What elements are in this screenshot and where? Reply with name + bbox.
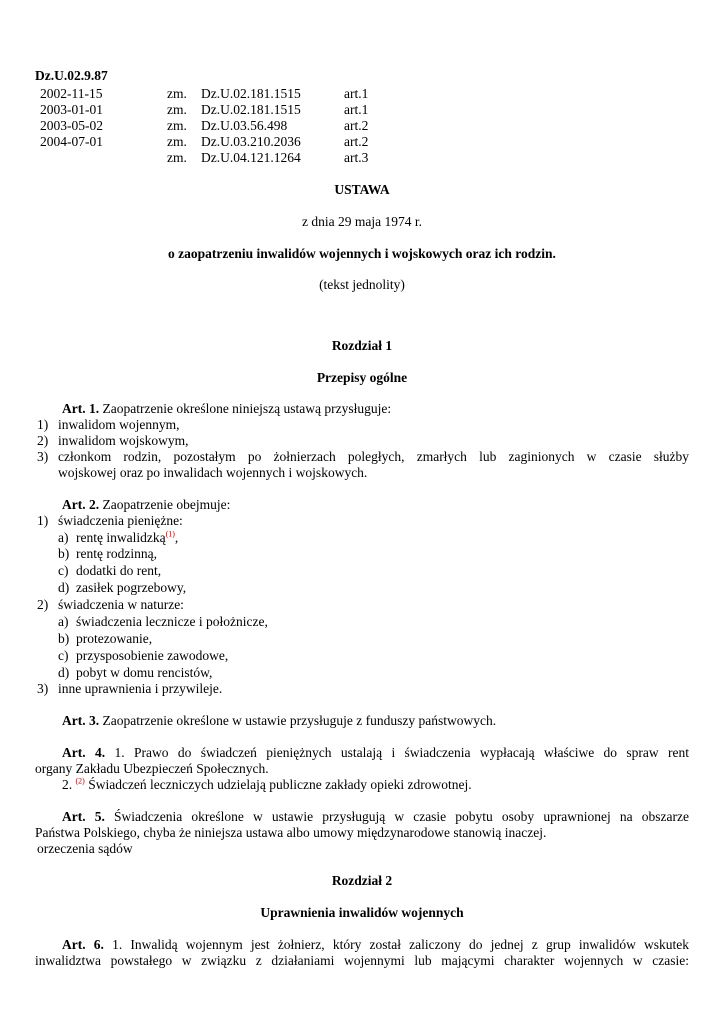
art-5-label: Art. 5. [62, 809, 105, 824]
art-2-letter: a) [58, 530, 69, 545]
art-4-paragraph-2 [62, 777, 472, 793]
art-2-intro-text: Zaopatrzenie obejmuje: [102, 497, 231, 512]
amendment-art: art.1 [344, 86, 369, 101]
act-subject: o zaopatrzeniu inwalidów wojennych i wojskowych oraz ich rodzin. [168, 246, 556, 261]
art-4-line-2: organy Zakładu Ubezpieczeń Społecznych. [35, 761, 269, 776]
amendment-art: art.2 [344, 118, 369, 133]
art-1-item-number: 3) [37, 449, 49, 464]
amendment-zm: zm. [167, 134, 187, 149]
art-4-p2-number: 2. [62, 777, 73, 792]
art-4-p2-text: Świadczeń leczniczych udzielają publiczne zakłady opieki zdrowotnej. [88, 777, 472, 792]
chapter-2-title: Uprawnienia inwalidów wojennych [260, 905, 464, 920]
art-2-letter-text: protezowanie, [76, 631, 153, 646]
art-6-line-1 [35, 937, 689, 953]
art-2-letter-text: zasiłek pogrzebowy, [76, 580, 187, 595]
art-1-item-number: 2) [37, 433, 49, 448]
art-2-intro [62, 497, 230, 513]
art-1-intro-text: Zaopatrzenie określone niniejszą ustawą przysługuje: [102, 401, 392, 416]
art-2-letter-text: świadczenia lecznicze i położnicze, [76, 614, 268, 629]
art-2-point-number: 3) [37, 681, 49, 696]
art-2-point-text: świadczenia w naturze: [58, 597, 184, 612]
act-note: (tekst jednolity) [319, 277, 405, 292]
art-2-letter-text: przysposobienie zawodowe, [76, 648, 229, 663]
art-2-letter-text-main: rentę inwalidzką [76, 530, 166, 545]
act-heading: USTAWA [334, 182, 390, 197]
art-5-note: orzeczenia sądów [37, 841, 133, 856]
art-2-letter-text-tail: , [174, 530, 179, 545]
footnote-marker[interactable]: (1) [165, 529, 175, 539]
art-1-item-text: inwalidom wojskowym, [58, 433, 189, 448]
amendment-journal: Dz.U.04.121.1264 [201, 150, 301, 165]
art-6-label: Art. 6. [62, 937, 104, 952]
amendment-journal: Dz.U.03.56.498 [201, 118, 288, 133]
art-2-letter: a) [58, 614, 69, 629]
chapter-1-title: Przepisy ogólne [316, 370, 408, 385]
art-5-line-2: Państwa Polskiego, chyba że niniejsza ustawa albo umowy międzynarodowe stanowią inaczej. [35, 825, 547, 840]
amendment-art: art.2 [344, 134, 369, 149]
art-1-item-text: członkom rodzin, pozostałym po żołnierzach poległych, zmarłych lub zaginionych w czasie służby [58, 449, 689, 464]
art-6-text: 1. Inwalidą wojennym jest żołnierz, który został zaliczony do jednej z grup inwalidów wskutek [112, 937, 690, 952]
amendment-date: 2004-07-01 [40, 134, 103, 149]
amendment-date: 2003-05-02 [40, 118, 103, 133]
art-4-text: 1. Prawo do świadczeń pieniężnych ustalają i świadczenia wypłacają właściwe do spraw rent [114, 745, 690, 760]
amendment-date: 2003-01-01 [40, 102, 103, 117]
chapter-2-name: Rozdział 2 [331, 873, 393, 888]
art-3-text: Zaopatrzenie określone w ustawie przysługuje z funduszy państwowych. [102, 713, 497, 728]
amendment-zm: zm. [167, 102, 187, 117]
art-4-line-1 [35, 745, 689, 761]
art-2-letter: c) [58, 563, 69, 578]
art-2-letter: c) [58, 648, 69, 663]
art-3-label: Art. 3. [62, 713, 100, 728]
art-5-line-1 [35, 809, 689, 825]
amendment-zm: zm. [167, 86, 187, 101]
art-2-point-text: świadczenia pieniężne: [58, 513, 183, 528]
amendment-journal: Dz.U.02.181.1515 [201, 86, 301, 101]
amendment-zm: zm. [167, 150, 187, 165]
art-2-letter: d) [58, 665, 70, 680]
art-2-letter-text: rentę rodzinną, [76, 546, 157, 561]
art-2-letter-text: pobyt w domu rencistów, [76, 665, 213, 680]
art-2-letter-text: dodatki do rent, [76, 563, 162, 578]
act-date: z dnia 29 maja 1974 r. [302, 214, 422, 229]
amendment-zm: zm. [167, 118, 187, 133]
art-2-label: Art. 2. [62, 497, 100, 512]
art-1-item-continuation: wojskowej oraz po inwalidach wojennych i wojskowych. [58, 465, 368, 480]
amendment-art: art.1 [344, 102, 369, 117]
footnote-marker[interactable]: (2) [75, 776, 85, 786]
art-4-label: Art. 4. [62, 745, 106, 760]
art-3 [62, 713, 496, 729]
amendment-art: art.3 [344, 150, 369, 165]
art-2-letter: b) [58, 631, 70, 646]
art-6-line-2: inwalidztwa powstałego w związku z działaniami wojennymi lub mającymi charakter wojennych w czasie: [35, 953, 689, 968]
art-2-letter: b) [58, 546, 70, 561]
art-1-intro [62, 401, 391, 417]
chapter-1-name: Rozdział 1 [331, 338, 393, 353]
journal-reference: Dz.U.02.9.87 [35, 68, 108, 83]
art-1-item-text: inwalidom wojennym, [58, 417, 180, 432]
amendment-date: 2002-11-15 [40, 86, 103, 101]
amendment-journal: Dz.U.03.210.2036 [201, 134, 301, 149]
art-2-letter: d) [58, 580, 70, 595]
amendment-journal: Dz.U.02.181.1515 [201, 102, 301, 117]
art-2-point-text: inne uprawnienia i przywileje. [58, 681, 223, 696]
art-5-text: Świadczenia określone w ustawie przysługują w czasie pobytu osoby uprawnionej na obszarze [114, 809, 690, 824]
art-2-letter-text [76, 530, 178, 546]
art-2-point-number: 2) [37, 597, 49, 612]
art-1-item-number: 1) [37, 417, 49, 432]
art-2-point-number: 1) [37, 513, 49, 528]
art-1-label: Art. 1. [62, 401, 100, 416]
